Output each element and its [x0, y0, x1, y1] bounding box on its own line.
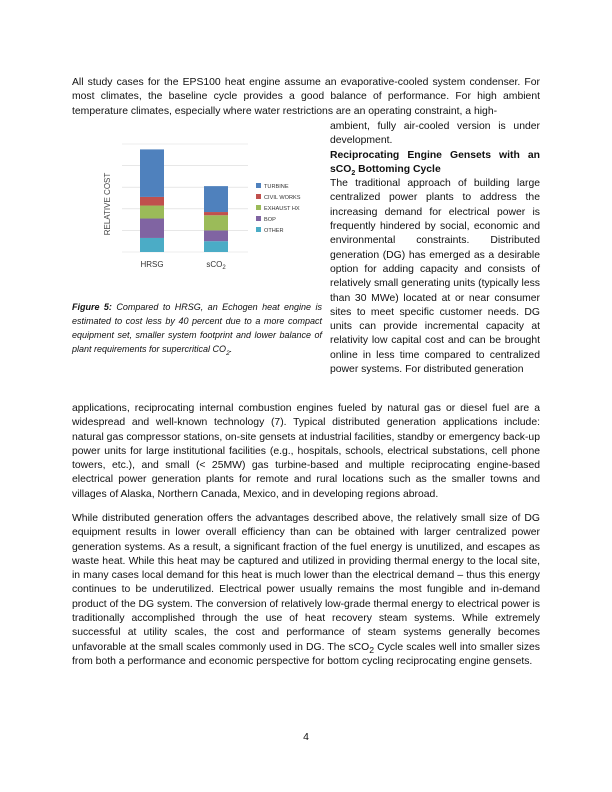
bar-segment-hrsg-civil-works [140, 197, 164, 206]
relative-cost-chart [96, 138, 318, 270]
bar-segment-hrsg-exhaust-hx [140, 206, 164, 219]
bar-segment-sco2-civil-works [204, 212, 228, 215]
legend-swatch-turbine [256, 183, 261, 188]
chart-bars [140, 149, 228, 252]
figure-caption: Figure 5: Compared to HRSG, an Echogen heat engine is estimated to cost less by 40 percent due to a more compact equipment set, smaller system footprint and lower balance of plant requirements for supercritical $CO_2$. [72, 302, 322, 357]
bar-segment-sco2-other [204, 241, 228, 252]
bar-segment-sco2-turbine [204, 186, 228, 212]
bar-segment-hrsg-turbine [140, 149, 164, 197]
right-column-text [330, 120, 540, 377]
stacked-bar-chart [96, 138, 318, 270]
paragraph-evaporative-cooling: All study cases for the EPS100 heat engine assume an evaporative-cooled system condenser. For most climates, the baseline cycle provides a good balance of performance. For high ambient temperature climates, especially where water restrictions are an operating constraint, a high- [72, 77, 540, 117]
bar-segment-hrsg-bop [140, 219, 164, 238]
legend-label-civil-works: CIVIL WORKS [264, 195, 301, 201]
paragraph-distributed-generation: The traditional approach of building large centralized power plants to address the increasing demand for electrical power is frequently hindered by social, economic and environmental constraints. Distributed generation (DG) has emerged as a desirable option for adding capacity and consists of relatively small generating units (typically less than 30 MWe) located at or near consumer sites to meet specific customer needs. DG units can provide incremental capacity at relativity low capital cost and can be brought online in less time compared to centralized power systems. For distributed generation [330, 178, 540, 376]
section-heading: Reciprocating Engine Gensets with an sCO$_2$ Bottoming Cycle [330, 149, 540, 177]
legend-label-other: OTHER [264, 228, 284, 234]
legend-label-bop: BOP [264, 217, 276, 223]
chart-legend [256, 183, 301, 234]
legend-label-exhaust-hx: EXHAUST HX [264, 206, 300, 212]
bar-segment-hrsg-other [140, 238, 164, 252]
bar-segment-sco2-bop [204, 230, 228, 241]
legend-swatch-civil-works [256, 194, 261, 199]
y-axis-label: RELATIVE COST [103, 172, 112, 236]
paragraph-air-cooled: ambient, fully air-cooled version is under development. [330, 121, 540, 147]
legend-swatch-other [256, 227, 261, 232]
x-tick-label-hrsg: HRSG [140, 260, 164, 269]
page-number: 4 [303, 732, 309, 743]
bar-segment-sco2-exhaust-hx [204, 215, 228, 230]
legend-swatch-exhaust-hx [256, 205, 261, 210]
x-tick-label-sco2: sCO$_2$ [206, 260, 226, 270]
legend-swatch-bop [256, 216, 261, 221]
paragraph-reciprocating-engines: applications, reciprocating internal combustion engines fueled by natural gas or diesel fuel are a widespread and well-known technology (7). Typical distributed generation applications include: natural gas compressor stations, on-site gensets at industrial facilities, standby or emergency back-up power units for large institutional facilities (e.g., hospitals, schools, electrical substations, cell phone towers, etc.), and small (< 25MW) gas turbine-based and multiple reciprocating engine-based electrical power generation plants for remote and rural locations such as the smaller towns and villages of Alaska, Northern Canada, Mexico, and in developing regions abroad. [72, 403, 540, 500]
paragraph-waste-heat: While distributed generation offers the advantages described above, the relatively small size of DG equipment results in lower overall efficiency than can be obtained with larger centralized power generation systems. As a result, a significant fraction of the fuel energy is unutilized, and escapes as waste heat. While this heat may be captured and utilized in providing thermal energy to the local site, in many cases local demand for this heat is much lower than the electrical demand – thus this energy continues to be underutilized. Electrical power usually remains the most fungible and in-demand product of the DG system. The conversion of relatively low-grade thermal energy to electrical power is traditionally accomplished through the use of heat recovery steam systems. While extremely successful at utility scales, the cost and performance of steam systems generally becomes unfavorable at the small scales commonly used in DG. The sCO$_2$ Cycle scales well into smaller sizes from both a performance and economic perspective for bottom cycling reciprocating engine gensets. [72, 513, 540, 667]
legend-label-turbine: TURBINE [264, 184, 289, 190]
